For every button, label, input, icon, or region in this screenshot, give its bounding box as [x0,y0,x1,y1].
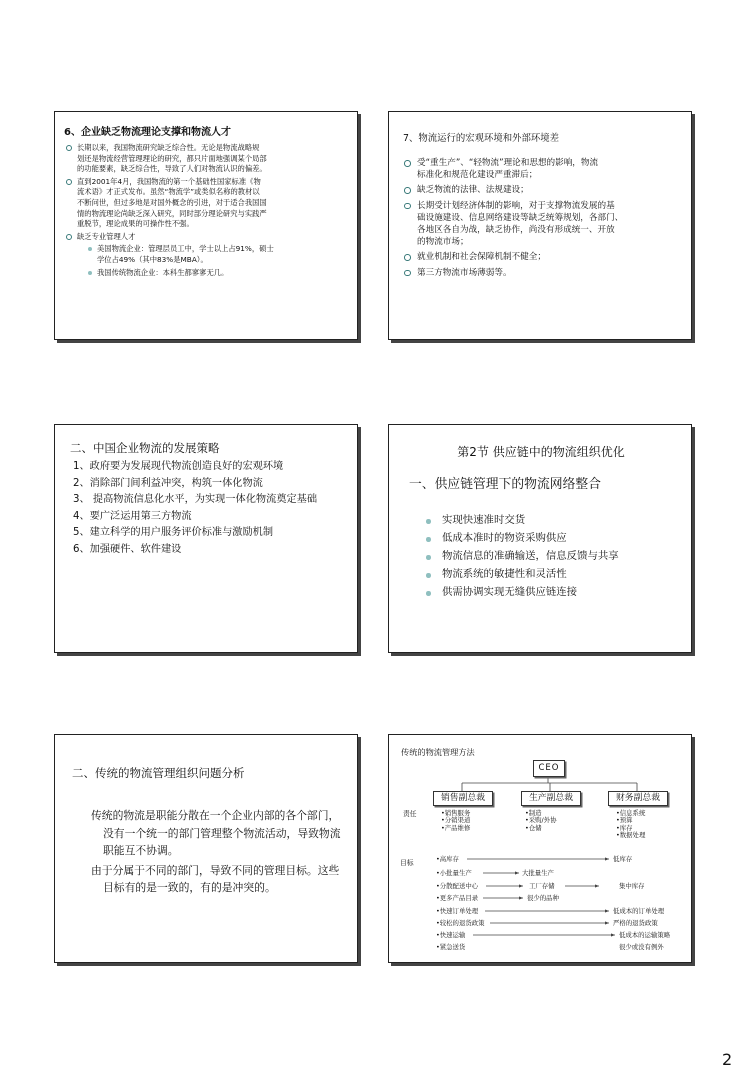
goal-strict-return: 严格的退货政策 [613,919,658,927]
slide-2-bullet-4: 就业机制和社会保障机制不健全； [404,251,684,263]
goal-central-stock: 集中库存 [619,882,645,890]
slide-3-item-1: 1、政府要为发展现代物流创造良好的宏观环境 [73,461,284,472]
slide-1-bullets [66,143,340,280]
slide-1-bullet-3: 缺乏专业管理人才 [66,232,340,243]
goal-low-cost-order: 低成本的订单处理 [613,907,665,915]
slide-1-subbullet-2: 我国传统物流企业：本科生都寥寥无几。 [66,268,340,279]
slide-1-bullet-2: 直到2001年4月，我国物流的第一个基础性国家标准《物 流术语》才正式发布。虽然“物流学”或类似名称的教材以 不断问世，但过多地是对国外概念的引进，对于适合我国国 情的物流理论尚缺乏深入研究，同时部分理论研究与实践严 重脱节，理论成果的可操作性不强。 [66,177,340,230]
slide-6-title: 传统的物流管理方法 [401,747,475,757]
slide-4-title: 第2节 供应链中的物流组织优化 [457,445,625,459]
slide-3-item-4: 4、要广泛运用第三方物流 [73,510,192,522]
slide-4-bullet: 低成本准时的物资采购供应 [426,532,686,546]
slide-5-paragraph-2: 由于分属于不同的部门，导致不同的管理目标。这些目标有的是一致的，有的是冲突的。 [91,863,340,894]
sales-responsibilities: •销售服务 •分销渠道 •产品维修 [441,809,471,832]
slide-4-bullet: 物流系统的敏捷性和灵活性 [426,568,686,582]
slide-3-item-2: 2、消除部门间利益冲突，构筑一体化物流 [73,477,263,489]
slide-3 [54,424,358,653]
goal-large-batch: 大批量生产 [522,869,554,877]
goal-urgent-delivery: •紧急送货 [436,943,466,951]
goal-fast-order: •快速订单处理 [436,907,479,915]
slide-3-item-5: 5、建立科学的用户服务评价标准与激励机制 [73,527,274,539]
slide-4-bullet: 供需协调实现无缝供应链连接 [426,586,686,600]
slide-2-bullet-1: 受“重生产”、“轻物流”理论和思想的影响，物流 标准化和规范化建设严重滞后； [404,157,684,181]
goal-fast-shipping: •快速运输 [436,931,466,939]
goal-small-batch: •小批量生产 [436,869,472,877]
slide-3-title: 二、中国企业物流的发展策略 [70,441,220,455]
goal-label: 目标 [400,859,414,867]
goal-high-stock: •高库存 [436,855,459,863]
goal-low-cost-shipping: 低成本的运输策略 [619,931,671,939]
ceo-box: CEO [533,760,565,777]
finance-responsibilities: •信息系统 •预算 •库存 •数据处理 [616,809,646,840]
slide-4-subtitle: 一、供应链管理下的物流网络整合 [409,477,601,492]
slide-4-bullet: 实现快速准时交货 [426,514,686,528]
goal-low-stock: 低库存 [613,855,633,863]
slide-5 [54,734,358,963]
slide-3-item-3: 3、 提高物流信息化水平，为实现一体化物流奠定基础 [73,494,318,506]
slide-2-bullet-2: 缺乏物流的法律、法规建设； [404,184,684,196]
slide-1 [54,111,358,340]
slide-5-paragraph-1: 传统的物流是职能分散在一个企业内部的各个部门，没有一个统一的部门管理整个物流活动，导致物流职能互不协调。 [91,809,341,857]
finance-vp-box: 财务副总裁 [608,791,668,806]
slide-1-subbullet-1: 美国物流企业：管理层员工中，学士以上占91%，硕士 学位占49%（其中83%是MBA）。 [66,244,340,265]
goal-more-products: •更多产品目录 [436,894,479,902]
sales-vp-box: 销售副总裁 [433,791,493,806]
slide-2 [388,111,692,340]
slide-5-body [91,807,349,899]
goal-few-exceptions: 很少或没有例外 [619,943,664,951]
slide-6 [388,734,692,963]
slide-4-bullet: 物流信息的准确输送，信息反馈与共享 [426,550,686,564]
slide-2-bullet-3: 长期受计划经济体制的影响，对于支撑物流发展的基 础设施建设、信息网络建设等缺乏统筹规划，各部门、 各地区各自为战，缺乏协作，尚没有形成统一、开放 的物流市场； [404,200,684,249]
responsibility-label: 责任 [403,810,417,818]
slide-5-title: 二、传统的物流管理组织问题分析 [72,766,245,780]
slide-3-list [73,460,349,560]
slide-4 [388,424,692,653]
goal-loose-return: •较松的退货政策 [436,919,485,927]
slide-2-bullet-5: 第三方物流市场薄弱等。 [404,267,684,279]
slide-2-bullets [404,157,684,282]
goal-dispersed-dc: •分散配送中心 [436,882,479,890]
goal-factory-storage: 工厂存储 [529,882,555,890]
slide-1-bullet-1: 长期以来，我国物流研究缺乏综合性。无论是物流战略规 划还是物流经营管理理论的研究，都只片面地强调某个局部 的功能要素，缺乏综合性，导致了人们对物流认识的偏差。 [66,143,340,175]
slide-1-title: 6、企业缺乏物流理论支撑和物流人才 [64,127,231,138]
goal-few-products: 很少的品种 [527,894,559,902]
page-number: 2 [722,1050,733,1069]
production-vp-box: 生产副总裁 [521,791,581,806]
production-responsibilities: •制造 •采购/外协 •仓储 [525,809,557,832]
slide-3-item-6: 6、加强硬件、软件建设 [73,543,182,555]
slide-2-title: 7、物流运行的宏观环境和外部环境差 [403,133,559,144]
slide-4-bullets [426,514,686,604]
